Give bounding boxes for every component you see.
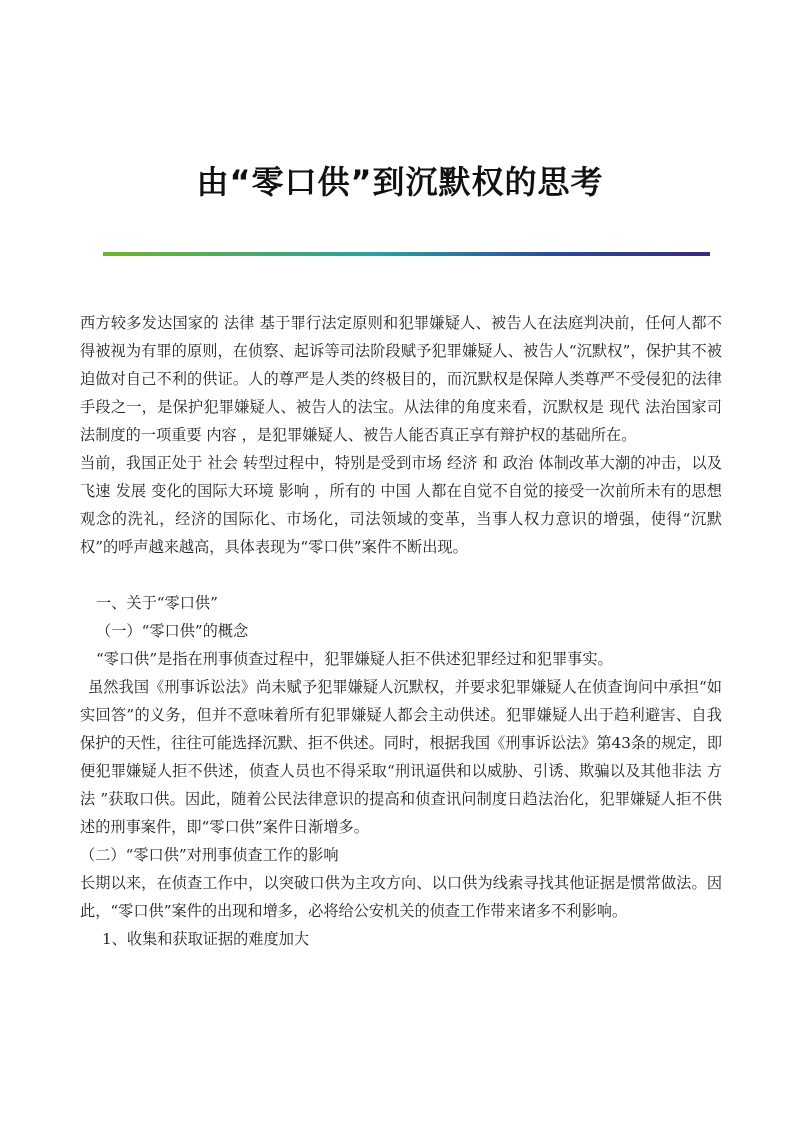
paragraph-spacer [80, 561, 722, 589]
paragraph-intro: 西方较多发达国家的 法律 基于罪行法定原则和犯罪嫌疑人、被告人在法庭判决前，任何人都不得被视为有罪的原则，在侦察、起诉等司法阶段赋予犯罪嫌疑人、被告人“沉默权”，保护其不被迫做对自己不利的供证。人的尊严是人类的终极目的，而沉默权是保障人类尊严不受侵犯的法律手段之一，是保护犯罪嫌疑人、被告人的法宝。从法律的角度来看，沉默权是 现代 法治国家司法制度的一项重要 内容 ，是犯罪嫌疑人、被告人能否真正享有辩护权的基础所在。 [80, 314, 722, 444]
title-divider [103, 252, 710, 256]
document-body [80, 309, 722, 953]
section-heading-1: 一、关于“零口供” [96, 594, 218, 612]
item-heading-1: 1、收集和获取证据的难度加大 [102, 930, 310, 948]
paragraph-definition: “零口供”是指在刑事侦查过程中，犯罪嫌疑人拒不供述犯罪经过和犯罪事实。 [96, 650, 613, 668]
subsection-heading-2: （二）“零口供”对刑事侦查工作的影响 [80, 846, 339, 864]
paragraph-impact: 长期以来，在侦查工作中，以突破口供为主攻方向、以口供为线索寻找其他证据是惯常做法。因此，“零口供”案件的出现和增多，必将给公安机关的侦查工作带来诸多不利影响。 [80, 874, 722, 920]
paragraph-current: 当前，我国正处于 社会 转型过程中，特别是受到市场 经济 和 政治 体制改革大潮的冲击，以及飞速 发展 变化的国际大环境 影响 ，所有的 中国 人都在自觉不自觉的接受一次前所未有的思想观念的洗礼，经济的国际化、市场化，司法领域的变革，当事人权力意识的增强，使得“沉默权”的呼声越来越高，具体表现为“零口供”案件不断出现。 [80, 454, 722, 556]
subsection-heading-1: （一）“零口供”的概念 [96, 622, 249, 640]
document-title: 由“零口供”到沉默权的思考 [196, 163, 604, 201]
paragraph-law: 虽然我国《刑事诉讼法》尚未赋予犯罪嫌疑人沉默权，并要求犯罪嫌疑人在侦查询问中承担“如实回答”的义务，但并不意味着所有犯罪嫌疑人都会主动供述。犯罪嫌疑人出于趋利避害、自我保护的天性，往往可能选择沉默、拒不供述。同时，根据我国《刑事诉讼法》第43条的规定，即便犯罪嫌疑人拒不供述，侦查人员也不得采取“刑讯逼供和以威胁、引诱、欺骗以及其他非法 方法 ”获取口供。因此，随着公民法律意识的提高和侦查讯问制度日趋法治化，犯罪嫌疑人拒不供述的刑事案件，即“零口供”案件日渐增多。 [80, 678, 723, 836]
